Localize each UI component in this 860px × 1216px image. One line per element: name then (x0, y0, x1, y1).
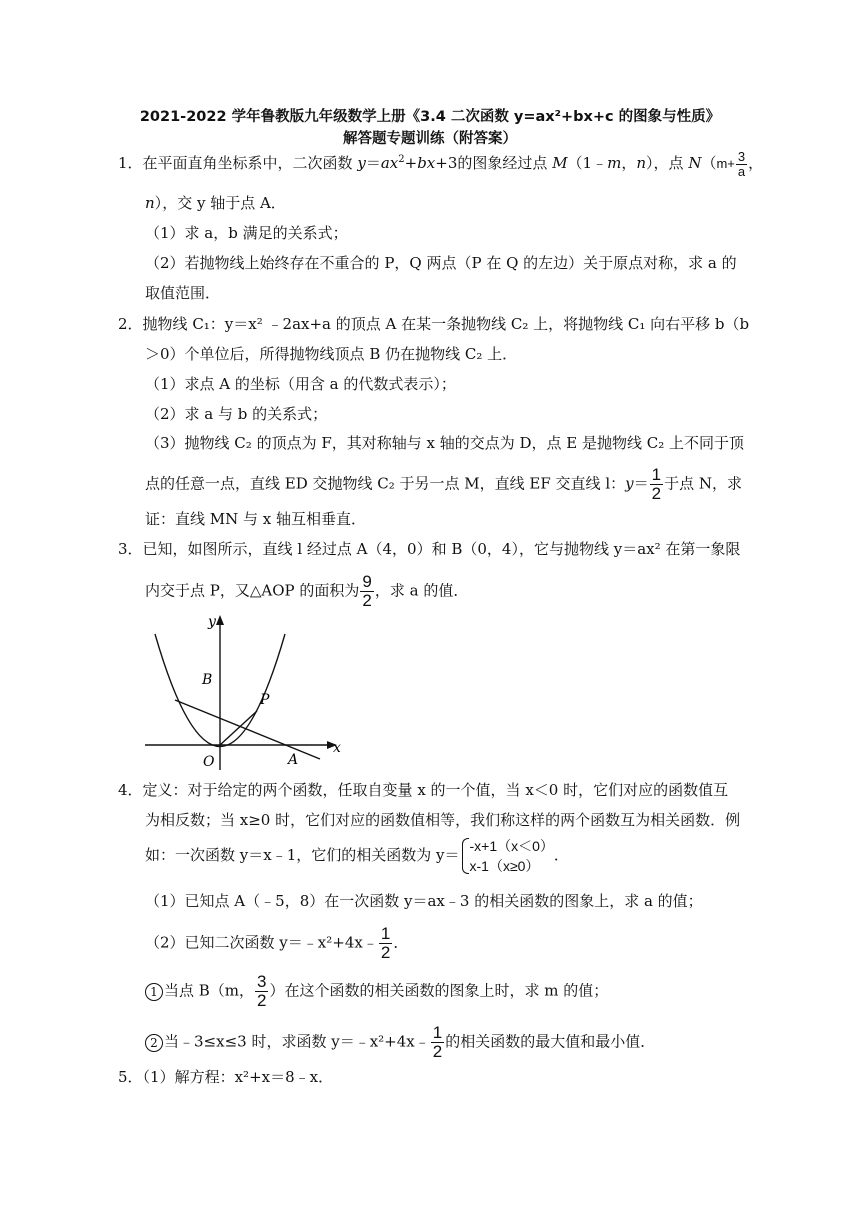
y-axis-arrow (216, 615, 224, 625)
question-2-line-1: 2．抛物线 C₁：y＝x² ﹣2ax+a 的顶点 A 在某一条抛物线 C₂ 上，将抛物线 C₁ 向右平移 b（b (118, 315, 750, 333)
question-1-part-2-cont: 取值范围． (145, 284, 221, 302)
question-1-cont: n），交 y 轴于点 A． (145, 194, 286, 212)
piecewise-brace: -x+1（x＜0） x-1（x≥0） (460, 836, 554, 876)
fraction-one-half: $\frac{1}{2}$ (432, 1023, 443, 1061)
question-4-sub-2: 2 当﹣3≤x≤3 时，求函数 y＝﹣x²+4x﹣ $\frac{1}{2}$ 的相关函数的最大值和最小值． (145, 1024, 655, 1061)
question-2-line-2: ＞0）个单位后，所得抛物线顶点 B 仍在抛物线 C₂ 上． (145, 345, 518, 363)
question-number: 1． (118, 153, 143, 172)
label-x: x (333, 740, 341, 756)
label-b: B (202, 672, 213, 688)
question-1-part-2: （2）若抛物线上始终存在不重合的 P，Q 两点（P 在 Q 的左边）关于原点对称，求 a 的 (145, 254, 737, 272)
question-2-part-3-cont: 点的任意一点，直线 ED 交抛物线 C₂ 于另一点 M，直线 EF 交直线 l：y＝ $\frac{1}{2}$ 于点 N，求 (145, 465, 743, 503)
label-y: y (208, 614, 216, 630)
circled-one-icon: 1 (145, 983, 163, 1001)
question-4-sub-1: 1 当点 B（m， $\frac{3}{2}$ ）在这个函数的相关函数的图象上时，求 m 的值； (145, 973, 608, 1010)
fraction-m-plus-3-over-a: m+ $\frac{3}{a}$ (716, 149, 746, 179)
question-4-line-1: 4．定义：对于给定的两个函数，任取自变量 x 的一个值，当 x＜0 时，它们对应的函数值互 (118, 781, 729, 799)
segment-op (220, 711, 257, 745)
question-3-figure (145, 612, 345, 772)
question-4-line-2: 为相反数；当 x≥0 时，它们对应的函数值相等，我们称这样的两个函数互为相关函数．例 (145, 811, 741, 829)
question-1-intro: 1．在平面直角坐标系中，二次函数 $y=ax^2+bx+3$的图象经过点 M（1﹣m，n），点 N（m+ $\frac{3}{a}$ ， (118, 149, 764, 179)
question-2-part-1: （1）求点 A 的坐标（用含 a 的代数式表示）； (145, 375, 456, 393)
fraction-one-half: $\frac{1}{2}$ (380, 924, 391, 962)
question-2-part-3: （3）抛物线 C₂ 的顶点为 F，其对称轴与 x 轴的交点为 D，点 E 是抛物线 C₂ 上不同于顶 (145, 434, 745, 452)
line-l (175, 700, 320, 759)
question-3-line-2: 内交于点 P，又△AOP 的面积为 $\frac{9}{2}$ ，求 a 的值． (145, 572, 469, 610)
question-5-line-1: 5．（1）解方程：x²+x＝8﹣x． (118, 1068, 334, 1086)
question-4-part-1: （1）已知点 A（﹣5，8）在一次函数 y＝ax﹣3 的相关函数的图象上，求 a 的值； (145, 892, 703, 910)
question-4-line-3: 如：一次函数 y＝x﹣1，它们的相关函数为 y＝ -x+1（x＜0） x-1（x≥0） ． (145, 838, 569, 874)
question-2-part-2: （2）求 a 与 b 的关系式； (145, 405, 328, 423)
fraction-nine-half: $\frac{9}{2}$ (362, 572, 372, 610)
question-2-part-3-end: 证：直线 MN 与 x 轴互相垂直． (145, 510, 367, 528)
question-3-line-1: 3．已知，如图所示，直线 l 经过点 A（4，0）和 B（0，4），它与抛物线 y＝ax² 在第一象限 (118, 540, 741, 558)
circled-two-icon: 2 (145, 1034, 163, 1052)
label-o: O (203, 754, 215, 770)
question-1-part-1: （1）求 a，b 满足的关系式； (145, 224, 348, 242)
fraction-three-half: $\frac{3}{2}$ (257, 972, 267, 1010)
document-title: 2021-2022 学年鲁教版九年级数学上册《3.4 二次函数 y=ax²+bx+c 的图象与性质》 (139, 109, 721, 125)
label-a: A (288, 752, 299, 768)
question-4-part-2: （2）已知二次函数 y＝﹣x²+4x﹣ $\frac{1}{2}$ ． (145, 924, 409, 962)
label-p: P (260, 692, 270, 708)
fraction-one-half: $\frac{1}{2}$ (651, 465, 662, 503)
document-subtitle: 解答题专题训练（附答案） (343, 131, 517, 147)
